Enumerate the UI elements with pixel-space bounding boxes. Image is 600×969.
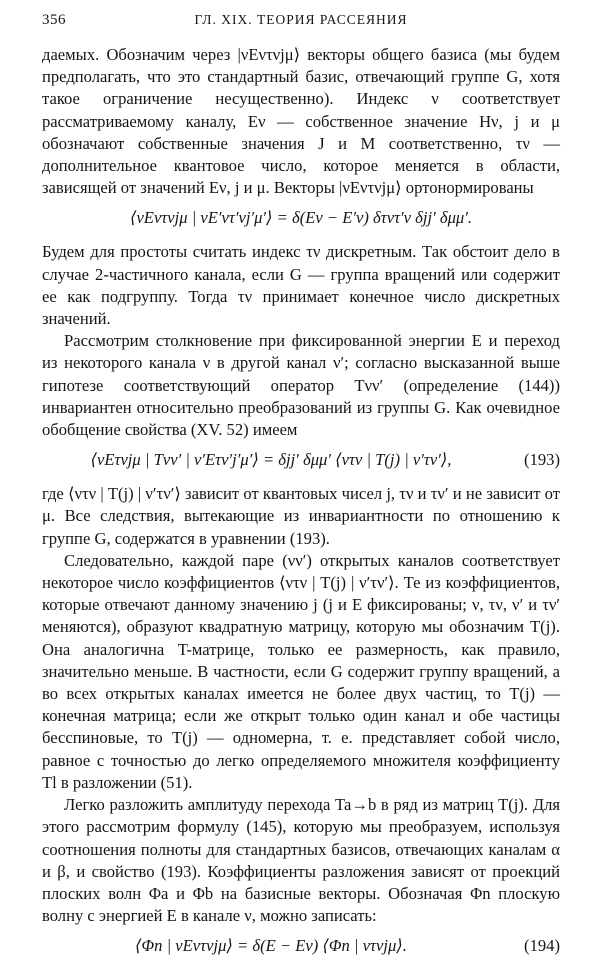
paragraph-2: Будем для простоты считать индекс τν дискретным. Так обстоит дело в случае 2-частичного канала, если G — группа вращений или содержит ее как подгруппу. Тогда τν принимает конечное число дискретных значений. xyxy=(42,242,560,329)
paragraph-3: Рассмотрим столкновение при фиксированной энергии E и переход из некоторого канала ν в другой канал ν′; согласно высказанной выше гипотезе соответствующий оператор Tνν′ (определение (144)) инвариантен относительно преобразований из группы G. Как очевидное обобщение свойства (XV. 52) имеем xyxy=(42,331,560,440)
formula-194 xyxy=(42,929,560,965)
paragraph-1: даемых. Обозначим через |νEντνjμ⟩ векторы общего базиса (мы будем предполагать, что это стандартный базис, отвечающий группе G, хотя такое ограничение несущественно). Индекс ν соответствует рассматриваемому каналу, Eν — собственное значение Hν, j и μ обозначают собственные значения J и M соответственно, τν — дополнительное квантовое число, которое меняется в области, зависящей от значений Eν, j и μ. Векторы |νEντνjμ⟩ ортонормированы xyxy=(42,45,560,198)
formula-193 xyxy=(42,443,560,479)
paragraph-5: Следовательно, каждой паре (νν′) открытых каналов соответствует некоторое число коэффициентов ⟨ντν | T(j) | ν′τν′⟩. Те из коэффициентов, которые отвечают данному значению j (j и E фиксированы; ν, τν, ν′ и τν′ меняются), образуют квадратную матрицу, которую мы обозначим T(j). Она аналогична T-матрице, только ее размерность, как правило, значительно меньше. В частности, если G содержит группу вращений, а во всех открытых каналах имеется не более двух частиц, то T(j) — конечная матрица; если же открыт только один канал и обе частицы бесспиновые, то T(j) — одномерна, т. е. представляет собой число, равное с точностью до легко определяемого множителя коэффициенту Tl в разложении (51). xyxy=(42,550,560,792)
formula-orthonormality-expr: ⟨νEντνjμ | νE′ντ′νj′μ′⟩ = δ(Eν − E′ν) δτντ′ν δjj′ δμμ′. xyxy=(129,208,473,228)
paragraph-4: где ⟨ντν | T(j) | ν′τν′⟩ зависит от квантовых чисел j, τν и τν′ и не зависит от μ. Все следствия, вытекающие из инвариантности по отношению к группе G, содержатся в уравнении (193). xyxy=(42,484,560,548)
book-page xyxy=(42,10,560,969)
equation-number-193: (193) xyxy=(524,450,560,470)
formula-194-expr: ⟨Φn | νEντνjμ⟩ = δ(E − Eν) ⟨Φn | ντνjμ⟩. xyxy=(135,936,407,956)
formula-orthonormality xyxy=(42,201,560,237)
page-number: 356 xyxy=(42,12,66,28)
page-header xyxy=(42,10,560,32)
paragraph-6: Легко разложить амплитуду перехода Ta→b в ряд из матриц T(j). Для этого рассмотрим формулу (145), которую мы преобразуем, используя соотношения полноты для стандартных базисов, отвечающих каналам α и β, и свойство (193). Коэффициенты разложения зависят от проекций плоских волн Φa и Φb на базисные векторы. Обозначая Φn плоскую волну с энергией E в канале ν, можно записать: xyxy=(42,795,560,926)
running-title: ГЛ. XIX. ТЕОРИЯ РАССЕЯНИЯ xyxy=(194,12,408,27)
equation-number-194: (194) xyxy=(524,936,560,956)
formula-193-expr: ⟨νEτνjμ | Tνν′ | ν′Eτν′j′μ′⟩ = δjj′ δμμ′ ⟨ντν | T(j) | ν′τν′⟩, xyxy=(90,450,452,470)
